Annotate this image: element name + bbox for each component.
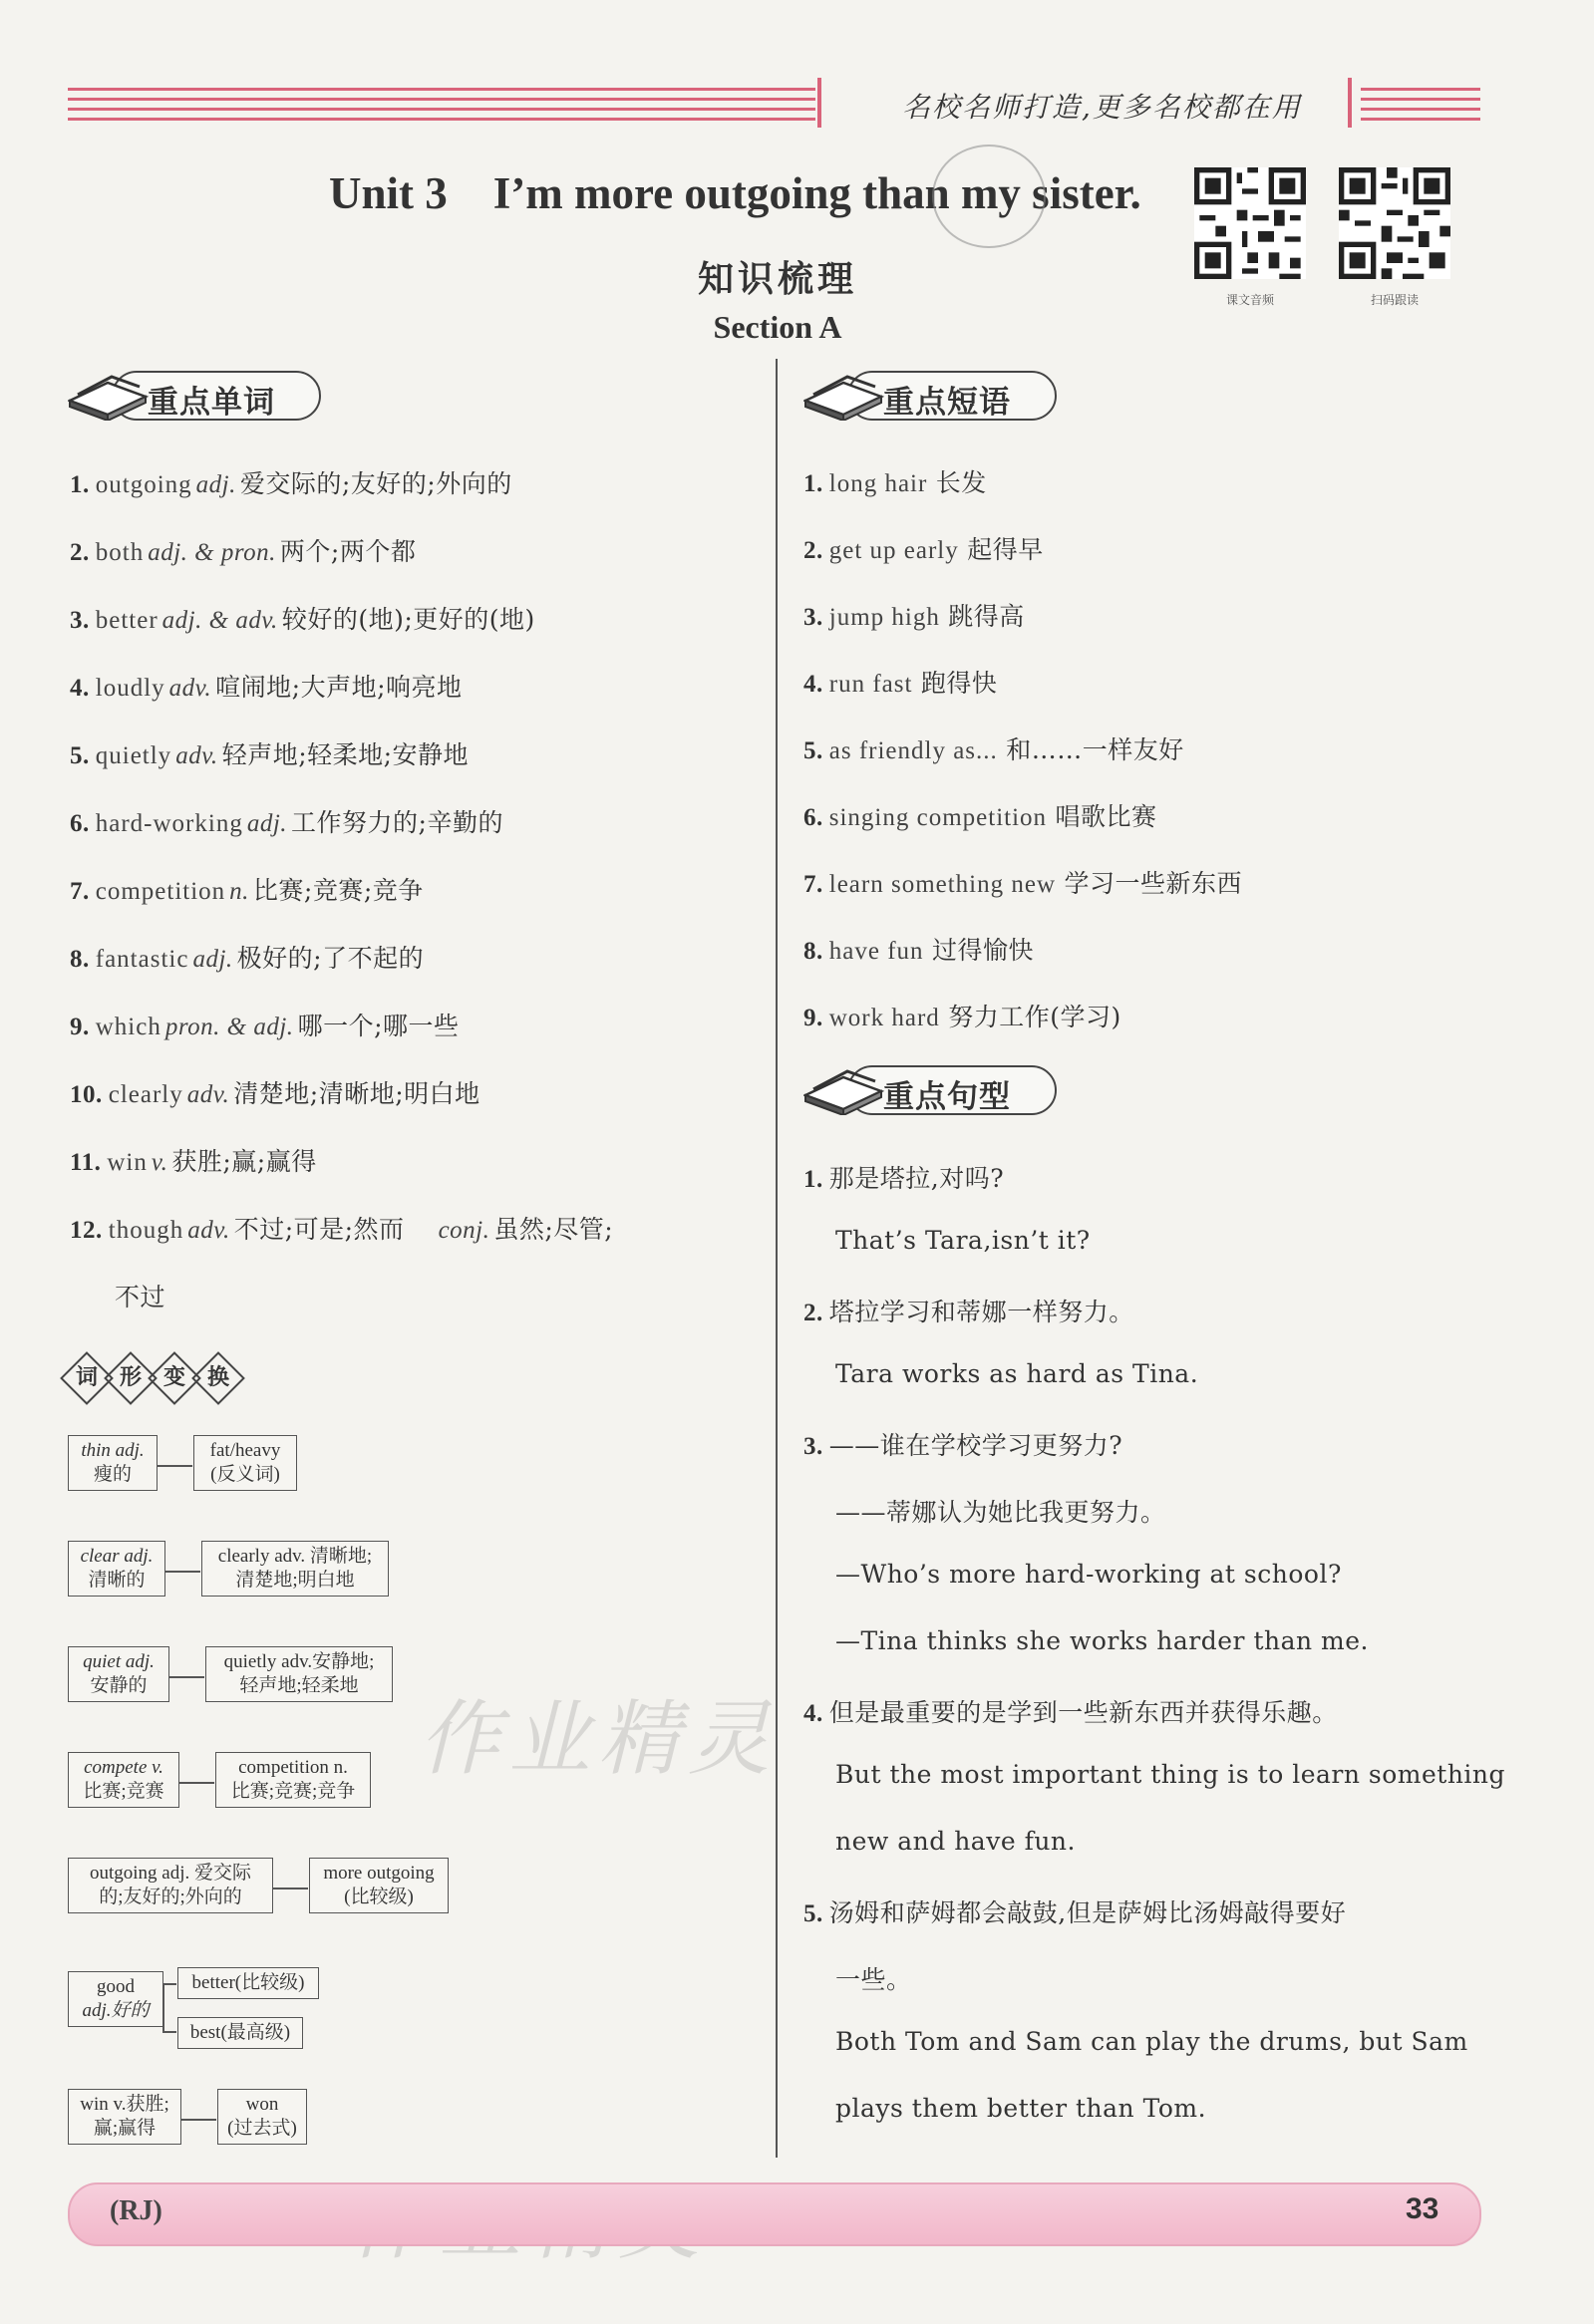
books-icon: [803, 1065, 885, 1115]
sentence-en: Tara works as hard as Tina.: [835, 1359, 1199, 1388]
sentence-en: —Who’s more hard-working at school?: [835, 1560, 1342, 1589]
word-form-derived: won (过去式): [217, 2089, 307, 2145]
word-form-derived: better(比较级): [177, 1967, 319, 1999]
stamp-seal: [932, 145, 1046, 248]
sentence-zh: 5. 汤姆和萨姆都会敲鼓,但是萨姆比汤姆敲得要好: [803, 1898, 1347, 1927]
sentence-zh: 1. 那是塔拉,对吗?: [803, 1164, 1005, 1193]
sentence-zh: 4. 但是最重要的是学到一些新东西并获得乐趣。: [803, 1698, 1338, 1727]
qr-code-audio[interactable]: [1194, 167, 1306, 279]
word-form-derived: competition n. 比赛;竞赛;竞争: [215, 1752, 371, 1808]
vocab-item: 4. loudly adv. 喧闹地;大声地;响亮地: [70, 673, 463, 702]
vocab-item: 8. fantastic adj. 极好的;了不起的: [70, 944, 425, 973]
phrase-item: 7. learn something new 学习一些新东西: [803, 869, 1242, 898]
page-number: 33: [1406, 2192, 1439, 2225]
vocab-item: 3. better adj. & adv. 较好的(地);更好的(地): [70, 605, 535, 634]
sentence-en: That’s Tara,isn’t it?: [835, 1226, 1091, 1255]
sentence-en-line2: —Tina thinks she works harder than me.: [835, 1626, 1369, 1655]
header-slogan: 名校名师打造,更多名校都在用: [902, 91, 1302, 124]
vocab-item: 1. outgoing adj. 爱交际的;友好的;外向的: [70, 469, 512, 498]
edition-label: (RJ): [110, 2195, 162, 2226]
word-form-base: good adj.好的: [68, 1971, 163, 2027]
word-form-base: win v.获胜; 赢;赢得: [68, 2089, 181, 2145]
phrase-item: 9. work hard 努力工作(学习): [803, 1003, 1121, 1031]
word-form-base: clear adj. 清晰的: [68, 1541, 165, 1597]
phrase-item: 8. have fun 过得愉快: [803, 936, 1034, 965]
phrase-item: 6. singing competition 唱歌比赛: [803, 802, 1157, 831]
sentence-en-line2: plays them better than Tom.: [835, 2094, 1207, 2123]
unit-title: [329, 167, 1186, 219]
qr-label-audio: 课文音频: [1225, 293, 1274, 307]
section-subtitle: Section A: [713, 309, 842, 345]
word-form-derived: fat/heavy (反义词): [193, 1435, 297, 1491]
qr-label-reading: 扫码跟读: [1370, 293, 1419, 307]
vocab-item: 12. though adv. 不过;可是;然而 conj. 虽然;尽管;: [70, 1215, 614, 1244]
vocab-item: 9. which pron. & adj. 哪一个;哪一些: [70, 1012, 460, 1040]
sentence-en: Both Tom and Sam can play the drums, but Sam: [835, 2027, 1468, 2056]
sentence-en: But the most important thing is to learn something: [835, 1760, 1506, 1789]
sentence-zh: 3. ——谁在学校学习更努力?: [803, 1431, 1123, 1460]
books-icon: [803, 371, 885, 421]
vocab-heading-label: 重点单词: [148, 385, 275, 421]
vocab-item: 7. competition n. 比赛;竞赛;竞争: [70, 876, 424, 905]
sentence-en-line2: new and have fun.: [835, 1827, 1076, 1856]
sentences-heading: [803, 1059, 1063, 1121]
vocab-item: 6. hard-working adj. 工作努力的;辛勤的: [70, 808, 503, 837]
word-form-derived: more outgoing (比较级): [309, 1858, 449, 1913]
sentence-zh-line2: ——蒂娜认为她比我更努力。: [835, 1498, 1166, 1527]
word-form-base: quiet adj. 安静的: [68, 1646, 169, 1702]
phrase-item: 4. run fast 跑得快: [803, 669, 998, 698]
unit-number: Unit 3: [329, 168, 448, 218]
phrases-heading-label: 重点短语: [883, 385, 1011, 421]
vocab-heading: [68, 365, 327, 427]
word-forms-title: 词 形 变 换: [68, 1359, 243, 1399]
sentence-zh-line2: 一些。: [835, 1965, 912, 1994]
word-form-base: outgoing adj. 爱交际 的;友好的;外向的: [68, 1858, 273, 1913]
phrase-item: 5. as friendly as... 和……一样友好: [803, 735, 1184, 764]
phrase-item: 2. get up early 起得早: [803, 535, 1044, 564]
word-form-derived: clearly adv. 清晰地; 清楚地;明白地: [201, 1541, 389, 1597]
word-form-derived: quietly adv.安静地; 轻声地;轻柔地: [205, 1646, 393, 1702]
vocab-item: 10. clearly adv. 清楚地;清晰地;明白地: [70, 1079, 480, 1108]
column-divider: [776, 359, 778, 2158]
sentences-heading-label: 重点句型: [883, 1079, 1011, 1115]
books-icon: [68, 371, 150, 421]
sentence-zh: 2. 塔拉学习和蒂娜一样努力。: [803, 1298, 1134, 1326]
qr-code-reading[interactable]: [1339, 167, 1450, 279]
phrases-heading: [803, 365, 1063, 427]
watermark: 作业精灵: [419, 1692, 778, 1787]
word-form-base: thin adj. 瘦的: [68, 1435, 158, 1491]
phrase-item: 1. long hair 长发: [803, 468, 987, 497]
section-title: 知识梳理: [697, 259, 857, 300]
vocab-item: 11. win v. 获胜;赢;赢得: [70, 1147, 317, 1176]
footer-bar: [68, 2182, 1481, 2246]
vocab-item-continued: 不过: [115, 1283, 166, 1311]
vocab-item: 5. quietly adv. 轻声地;轻柔地;安静地: [70, 740, 470, 769]
word-form-base: compete v. 比赛;竞赛: [68, 1752, 179, 1808]
unit-name: I’m more outgoing than my sister.: [492, 168, 1141, 218]
vocab-item: 2. both adj. & pron. 两个;两个都: [70, 537, 417, 566]
word-form-derived: best(最高级): [177, 2017, 303, 2049]
phrase-item: 3. jump high 跳得高: [803, 602, 1025, 631]
